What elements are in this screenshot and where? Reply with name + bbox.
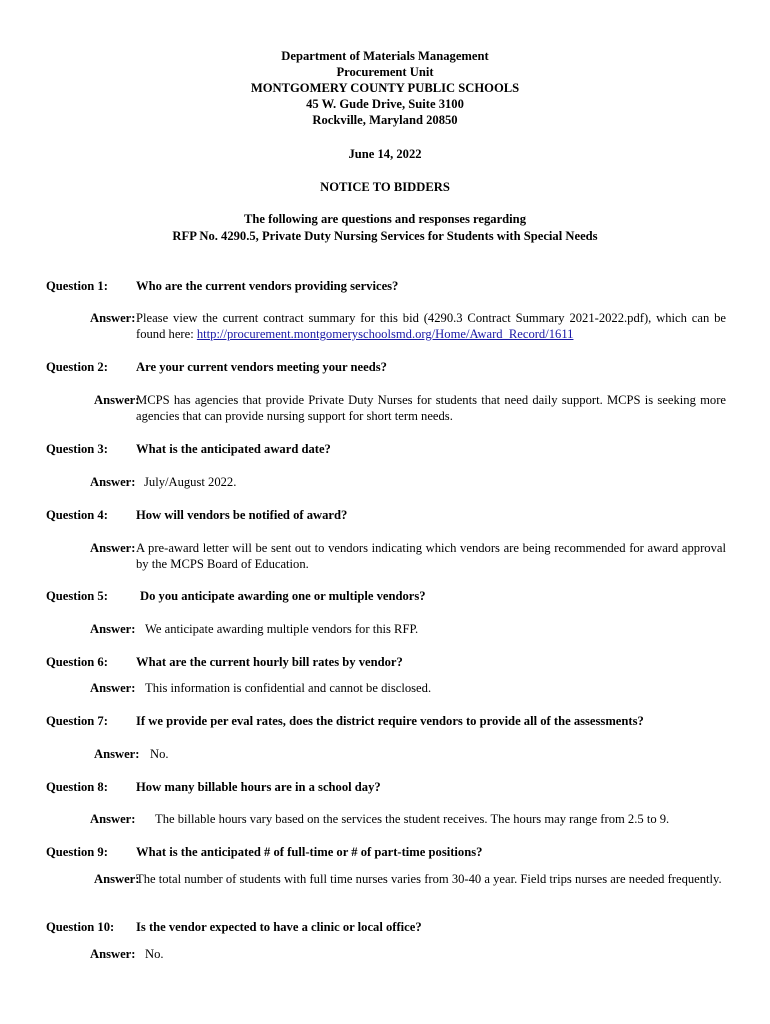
- question-number: Question 1:: [46, 279, 108, 293]
- question-5: [46, 588, 426, 604]
- question-text: Is the vendor expected to have a clinic or local office?: [136, 920, 422, 934]
- intro-line-1: The following are questions and responses regarding: [243, 212, 526, 226]
- question-4: [46, 507, 347, 523]
- question-text: If we provide per eval rates, does the district require vendors to provide all of the assessments?: [136, 714, 644, 728]
- question-number: Question 9:: [46, 845, 108, 859]
- question-8: [46, 779, 381, 795]
- department-name: Department of Materials Management: [281, 49, 489, 63]
- answer-5: [90, 621, 735, 637]
- question-text: Are your current vendors meeting your needs?: [136, 360, 387, 374]
- question-text: Do you anticipate awarding one or multiple vendors?: [140, 589, 426, 603]
- city-state-zip: Rockville, Maryland 20850: [312, 113, 458, 127]
- question-3: [46, 441, 331, 457]
- intro-line-2: RFP No. 4290.5, Private Duty Nursing Services for Students with Special Needs: [172, 229, 598, 243]
- answer-text: The total number of students with full time nurses varies from 30-40 a year. Field trips nurses are needed frequently.: [136, 872, 722, 886]
- answer-label: Answer:: [90, 622, 136, 636]
- answer-text: No.: [150, 747, 169, 761]
- answer-label: Answer:: [90, 475, 136, 489]
- answer-2: [94, 392, 726, 424]
- question-1: [46, 278, 398, 294]
- question-number: Question 10:: [46, 920, 115, 934]
- question-text: What is the anticipated # of full-time or # of part-time positions?: [136, 845, 483, 859]
- question-text: Who are the current vendors providing services?: [136, 279, 399, 293]
- answer-label: Answer:: [94, 393, 140, 407]
- question-text: How many billable hours are in a school day?: [136, 780, 381, 794]
- question-text: What is the anticipated award date?: [136, 442, 331, 456]
- answer-3: [90, 474, 734, 490]
- answer-label: Answer:: [90, 947, 136, 961]
- organization-name: MONTGOMERY COUNTY PUBLIC SCHOOLS: [250, 81, 520, 95]
- question-number: Question 4:: [46, 508, 108, 522]
- notice-date: June 14, 2022: [348, 147, 422, 161]
- unit-name: Procurement Unit: [336, 65, 434, 79]
- question-number: Question 6:: [46, 655, 108, 669]
- answer-4: [90, 540, 726, 572]
- street-address: 45 W. Gude Drive, Suite 3100: [306, 97, 464, 111]
- question-text: How will vendors be notified of award?: [136, 508, 348, 522]
- question-10: [46, 919, 422, 935]
- answer-text: A pre-award letter will be sent out to vendors indicating which vendors are being recommended for award approval by the MCPS Board of Education.: [136, 541, 726, 571]
- question-2: [46, 359, 387, 375]
- award-record-link[interactable]: http://procurement.montgomeryschoolsmd.org/Home/Award_Record/1611: [196, 327, 574, 341]
- question-number: Question 3:: [46, 442, 108, 456]
- answer-text: MCPS has agencies that provide Private Duty Nurses for students that need daily support. MCPS is seeking more agencies that can provide nursing support for short term needs.: [136, 393, 726, 423]
- question-number: Question 8:: [46, 780, 108, 794]
- letterhead: [0, 48, 770, 128]
- answer-10: [90, 946, 735, 962]
- answer-text: No.: [145, 947, 164, 961]
- answer-text: Please view the current contract summary for this bid (4290.3 Contract Summary 2021-2022.pdf), which can be found here:: [136, 311, 726, 341]
- question-9: [46, 844, 482, 860]
- question-number: Question 7:: [46, 714, 108, 728]
- question-text: What are the current hourly bill rates by vendor?: [136, 655, 403, 669]
- answer-1: [90, 310, 726, 342]
- answer-label: Answer:: [90, 541, 136, 555]
- question-7: [46, 713, 644, 729]
- answer-text: The billable hours vary based on the services the student receives. The hours may range from 2.5 to 9.: [155, 812, 670, 826]
- question-6: [46, 654, 403, 670]
- question-number: Question 2:: [46, 360, 108, 374]
- answer-9: [94, 871, 726, 887]
- answer-text: July/August 2022.: [144, 475, 237, 489]
- answer-7: [94, 746, 740, 762]
- answer-label: Answer:: [94, 747, 140, 761]
- answer-text: We anticipate awarding multiple vendors for this RFP.: [145, 622, 419, 636]
- answer-text: This information is confidential and cannot be disclosed.: [145, 681, 432, 695]
- answer-label: Answer:: [90, 812, 136, 826]
- answer-label: Answer:: [94, 872, 140, 886]
- answer-label: Answer:: [90, 681, 136, 695]
- answer-6: [90, 680, 735, 696]
- question-number: Question 5:: [46, 589, 108, 603]
- answer-8: [90, 811, 745, 827]
- answer-label: Answer:: [90, 311, 136, 325]
- notice-title: NOTICE TO BIDDERS: [320, 180, 450, 194]
